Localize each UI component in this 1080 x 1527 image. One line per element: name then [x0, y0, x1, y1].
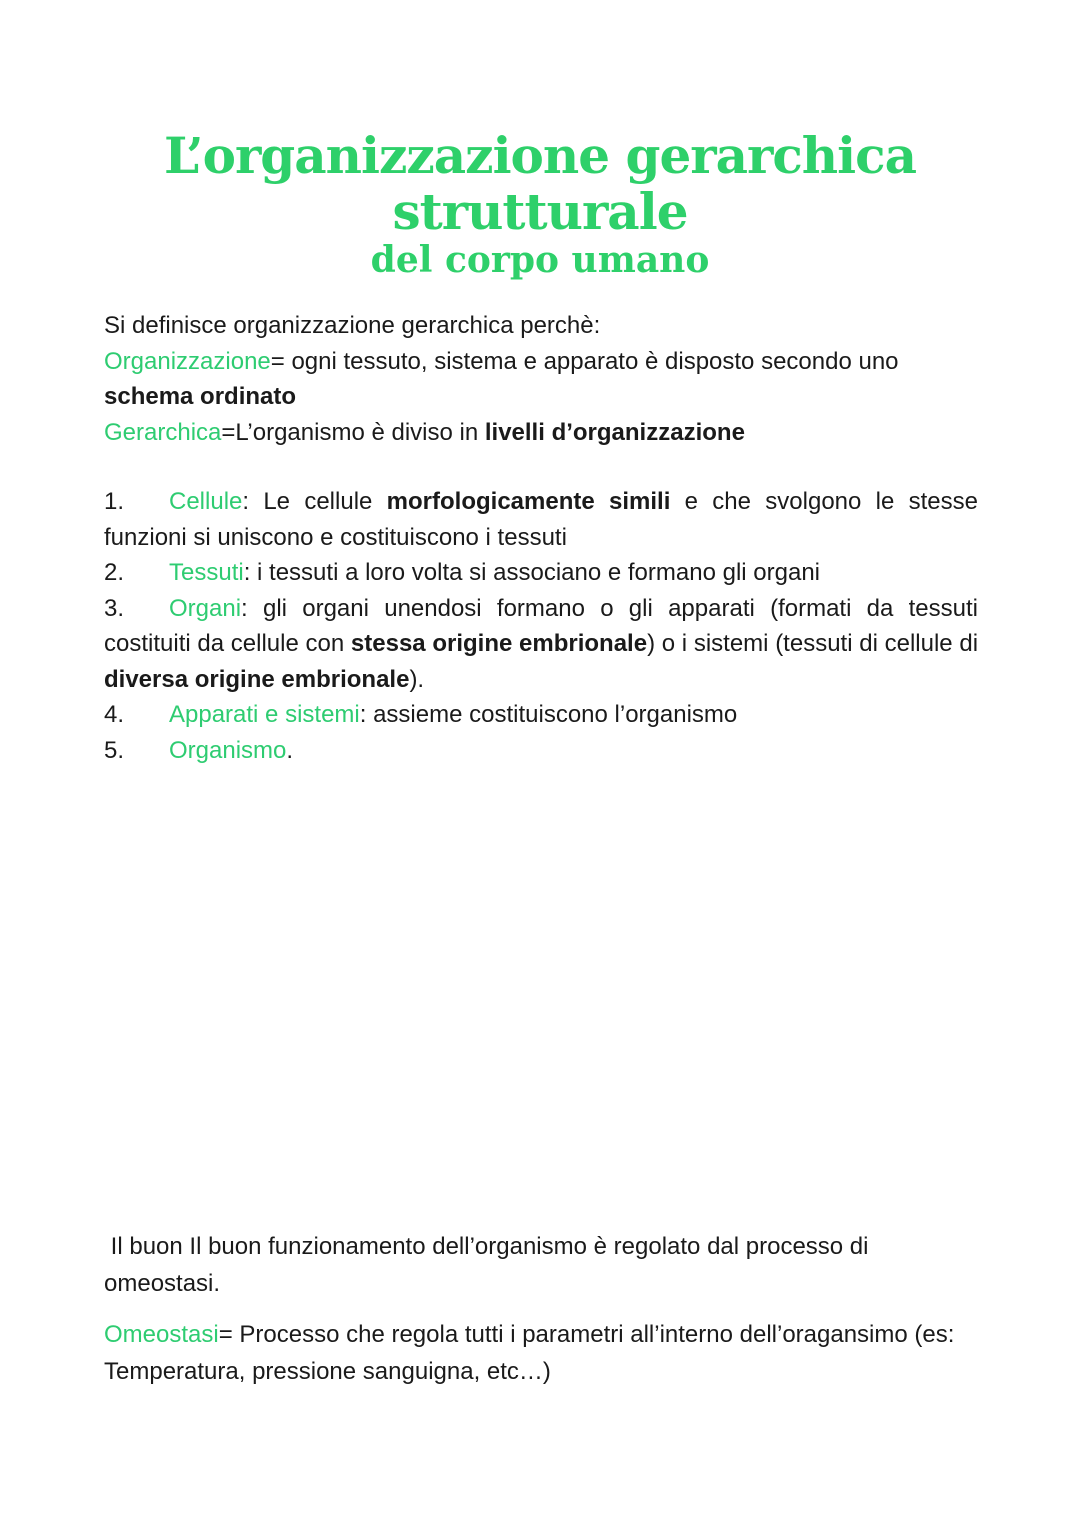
list-text: . [286, 736, 294, 764]
bold-term: schema ordinato [104, 383, 297, 410]
term-organizzazione: Organizzazione [104, 347, 271, 375]
homeostasis-paragraph: Il buon Il buon funzionamento dell’organismo è regolato dal processo di omeostasi. [104, 1233, 876, 1297]
bold-term: stessa origine embrionale [350, 630, 648, 657]
list-term: Organismo [169, 736, 287, 764]
list-number: 4. [104, 701, 125, 728]
title-block [0, 128, 1080, 282]
definition-gerarchica [104, 415, 978, 451]
definition-text: = ogni tessuto, sistema e apparato è disposto secondo uno [270, 347, 899, 375]
definition-omeostasi [104, 1316, 978, 1390]
term-gerarchica: Gerarchica [104, 418, 222, 446]
list-item [104, 697, 978, 733]
list-number: 5. [104, 736, 125, 764]
list-text: : i tessuti a loro volta si associano e formano gli organi [243, 559, 820, 586]
main-body [104, 308, 978, 768]
list-text: : assieme costituiscono l’organismo [359, 701, 738, 728]
definition-text: = Processo che regola tutti i parametri all’interno dell’oragansimo (es: Temperatura, pressione sanguigna, etc…) [104, 1321, 955, 1385]
bottom-section [104, 1228, 978, 1390]
list-item [104, 484, 978, 555]
bold-term: morfologicamente simili [386, 488, 671, 515]
subtitle: del corpo umano [370, 239, 710, 281]
title-line-2: strutturale [392, 182, 688, 241]
list-item [104, 733, 978, 769]
title-line-1: L’organizzazione gerarchica [164, 126, 916, 185]
list-number: 3. [104, 594, 125, 622]
list-text: : Le cellule [242, 488, 387, 515]
list-text: : gli organi unendosi formano o gli apparati (formati da tessuti costituiti da cellule con [104, 594, 978, 657]
bold-term: diversa origine embrionale [104, 665, 410, 693]
list-text: ) o i sistemi (tessuti di cellule di [647, 630, 979, 657]
list-item [104, 591, 978, 698]
list-item [104, 555, 978, 591]
list-number: 2. [104, 559, 125, 586]
list-text: ). [409, 665, 425, 693]
list-text: e che svolgono le stesse funzioni si uniscono e costituiscono i tessuti [104, 488, 978, 551]
list-term: Organi [169, 594, 242, 622]
intro-lead: Si definisce organizzazione gerarchica perchè: [104, 312, 601, 339]
definition-text: =L’organismo è diviso in [221, 418, 485, 446]
levels-list [104, 484, 978, 768]
list-term: Apparati e sistemi [169, 701, 360, 728]
list-term: Tessuti [169, 559, 244, 586]
bold-term: livelli d’organizzazione [484, 418, 745, 446]
list-term: Cellule [169, 488, 243, 515]
definition-organizzazione [104, 344, 978, 415]
term-omeostasi: Omeostasi [104, 1321, 219, 1348]
list-number: 1. [104, 488, 125, 515]
